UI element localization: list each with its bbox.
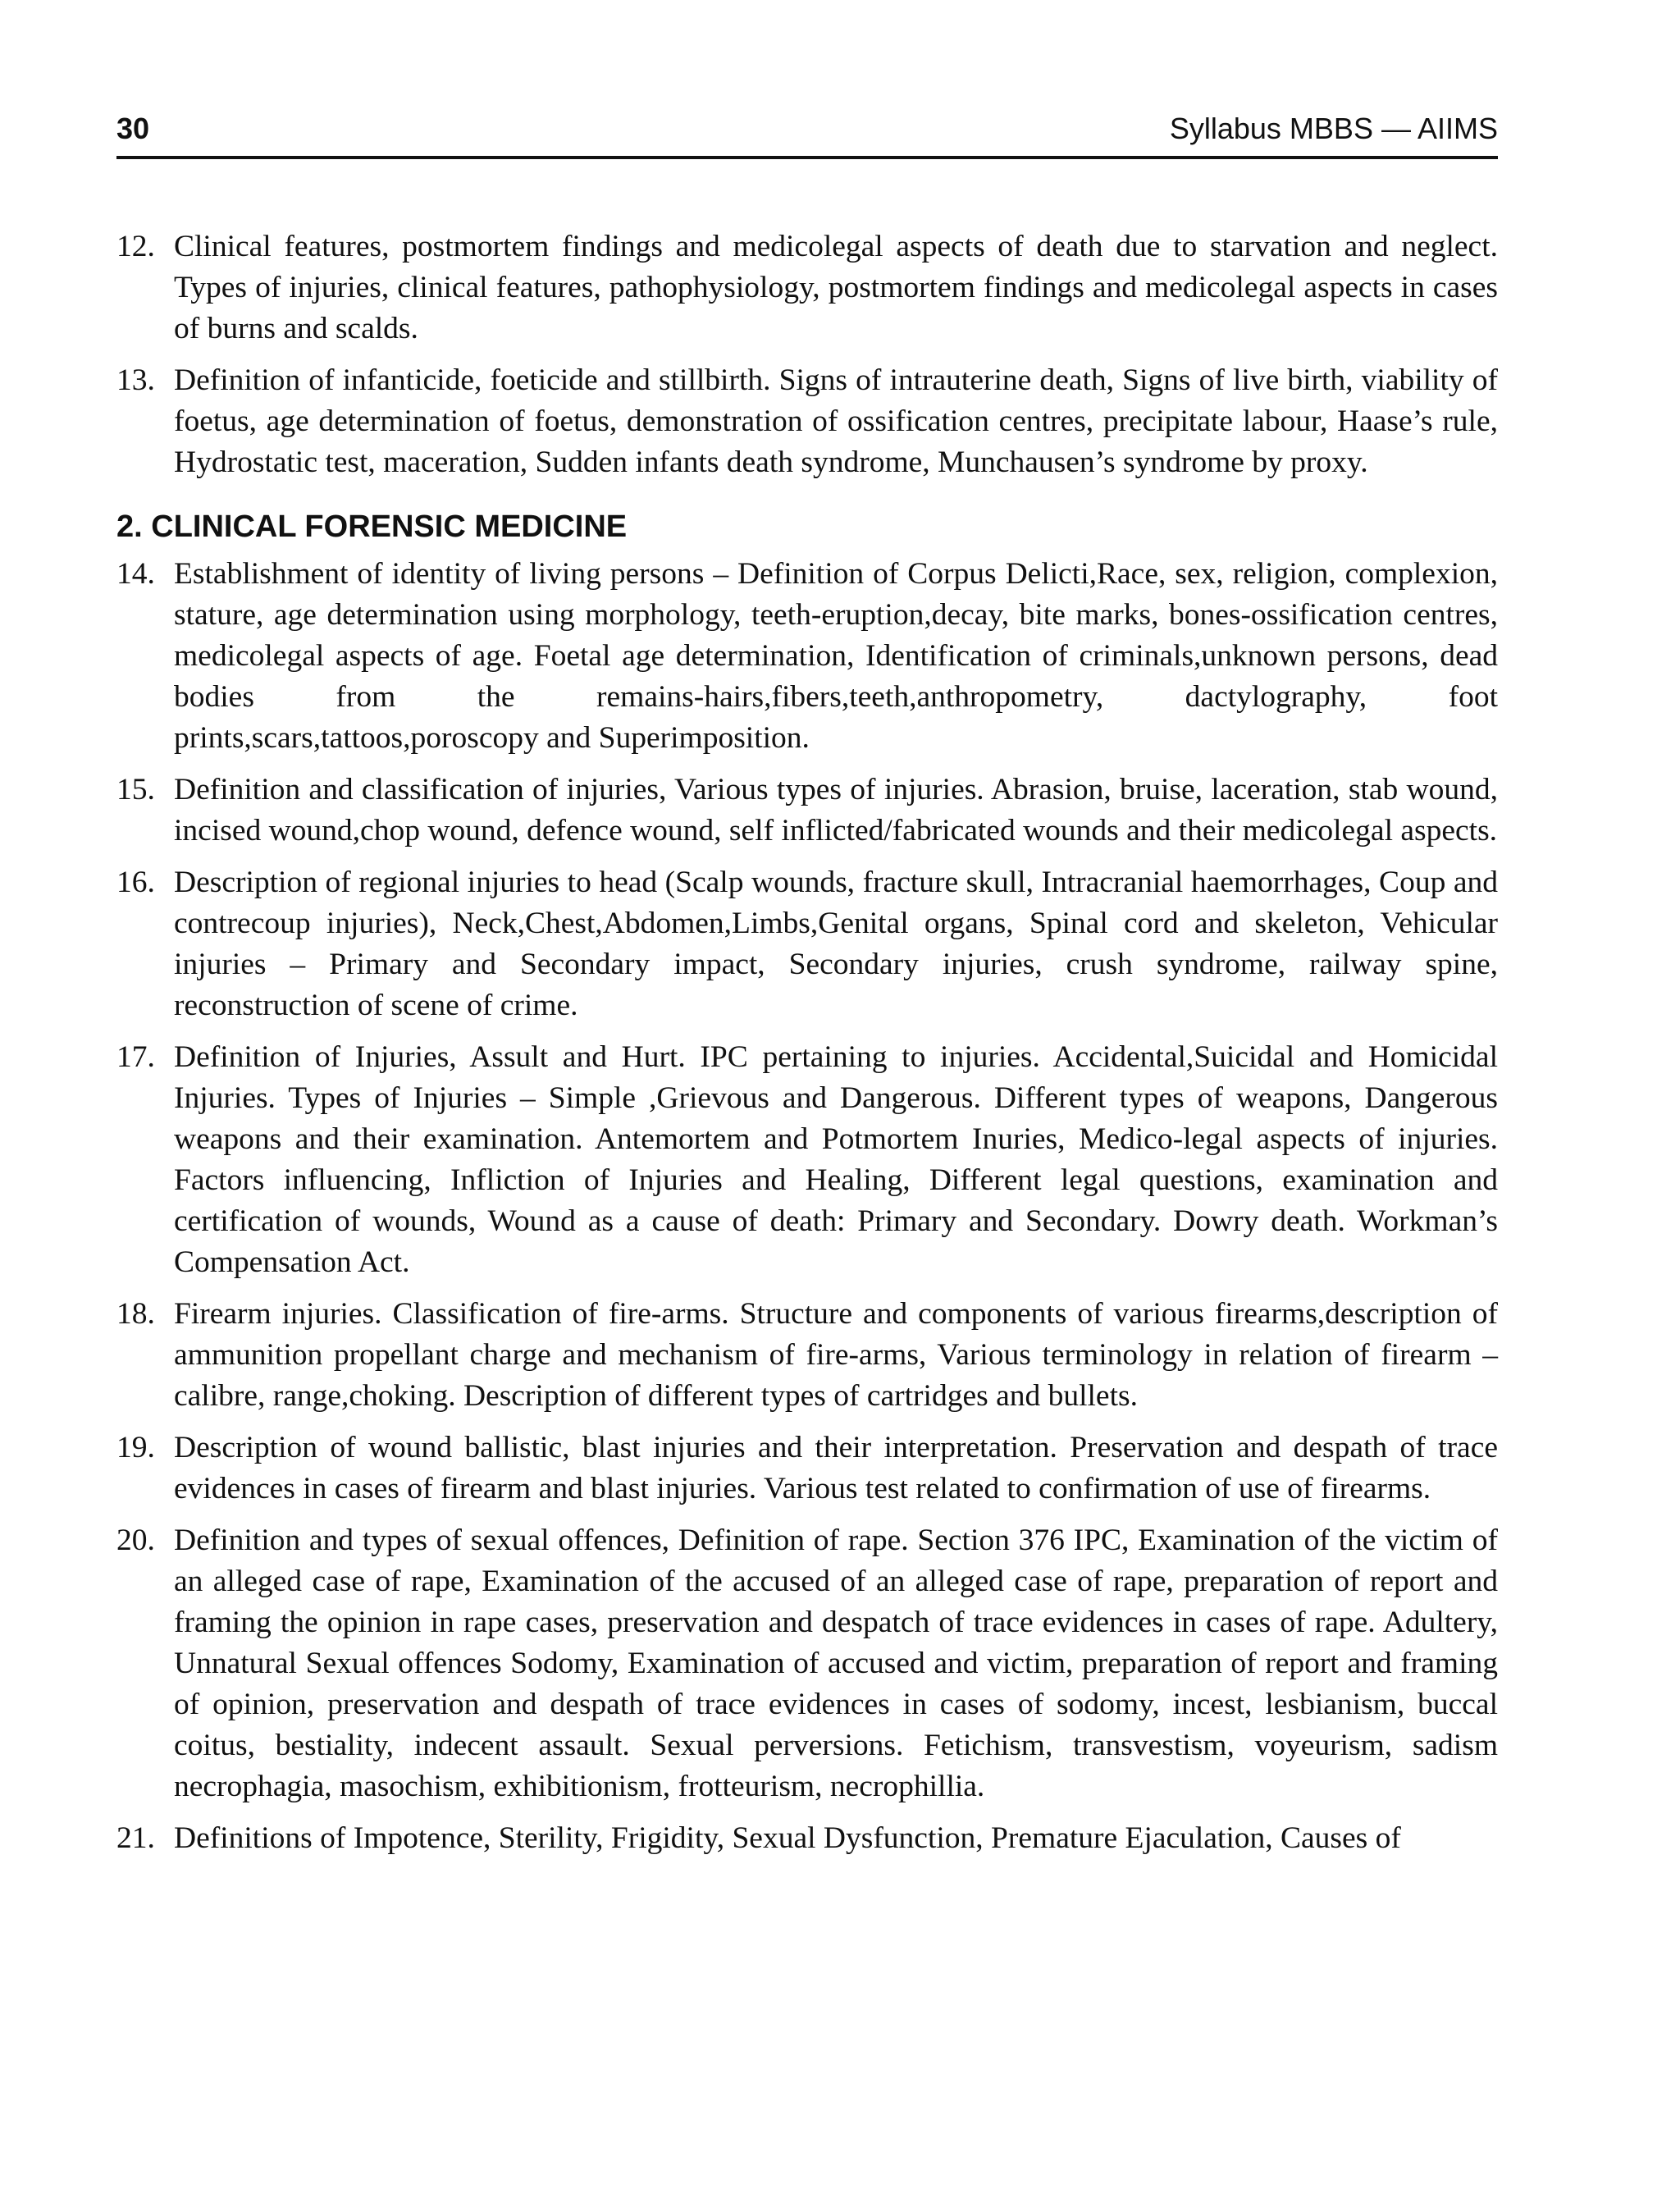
list-item [116, 1037, 1498, 1283]
item-number: 14. [116, 557, 155, 591]
list-item [116, 360, 1498, 483]
item-text: Description of wound ballistic, blast injuries and their interpretation. Preservation and despath of trace evidences in cases of firearm and blast injuries. Various test related to confirmation of use of firearms. [174, 1431, 1498, 1505]
list-item [116, 1520, 1498, 1807]
item-text: Definition of infanticide, foeticide and stillbirth. Signs of intrauterine death, Signs of live birth, viability of foetus, age determination of foetus, demonstration of ossification centres, precipitate labour, Haase’s rule, Hydrostatic test, maceration, Sudden infants death syndrome, Munchausen’s syndrome by proxy. [174, 363, 1498, 479]
page-number: 30 [116, 112, 150, 145]
page-header [116, 108, 1498, 159]
item-number: 17. [116, 1040, 155, 1074]
running-title: Syllabus MBBS — AIIMS [1169, 112, 1498, 145]
item-number: 18. [116, 1297, 155, 1331]
item-text: Clinical features, postmortem findings and medicolegal aspects of death due to starvation and neglect. Types of injuries, clinical features, pathophysiology, postmortem findings and medicolegal aspects in cases of burns and scalds. [174, 230, 1498, 345]
item-text: Definition and classification of injuries, Various types of injuries. Abrasion, bruise, laceration, stab wound, incised wound,chop wound, defence wound, self inflicted/fabricated wounds and their medicolegal aspects. [174, 773, 1498, 847]
item-number: 13. [116, 363, 155, 397]
item-text: Definition and types of sexual offences, Definition of rape. Section 376 IPC, Examination of the victim of an alleged case of rape, Examination of the accused of an alleged case of rape, preparation of report and framing the opinion in rape cases, preservation and despatch of trace evidences in cases of rape. Adultery, Unnatural Sexual offences Sodomy, Examination of accused and victim, preparation of report and framing of opinion, preservation and despath of trace evidences in cases of sodomy, incest, lesbianism, buccal coitus, bestiality, indecent assault. Sexual perversions. Fetichism, transvestism, voyeurism, sadism necrophagia, masochism, exhibitionism, frotteurism, necrophillia. [174, 1524, 1498, 1803]
list-item [116, 770, 1498, 852]
item-number: 20. [116, 1524, 155, 1557]
item-text: Definition of Injuries, Assult and Hurt. IPC pertaining to injuries. Accidental,Suicidal and Homicidal Injuries. Types of Injuries – Simple ,Grievous and Dangerous. Different types of weapons, Dangerous weapons and their examination. Antemortem and Potmortem Inuries, Medico-legal aspects of injuries. Factors influencing, Infliction of Injuries and Healing, Different legal questions, examination and certification of wounds, Wound as a cause of death: Primary and Secondary. Dowry death. Workman’s Compensation Act. [174, 1040, 1498, 1279]
item-number: 12. [116, 230, 155, 263]
item-number: 19. [116, 1431, 155, 1464]
list-item [116, 554, 1498, 759]
list-item [116, 862, 1498, 1026]
list-item [116, 226, 1498, 349]
page-content [116, 226, 1498, 1870]
item-number: 21. [116, 1821, 155, 1855]
item-text: Firearm injuries. Classification of fire-arms. Structure and components of various firearms,description of ammunition propellant charge and mechanism of fire-arms, Various terminology in relation of firearm – calibre, range,choking. Description of different types of cartridges and bullets. [174, 1297, 1498, 1413]
section-heading: 2. CLINICAL FORENSIC MEDICINE [116, 509, 628, 544]
list-item [116, 1818, 1498, 1859]
list-item [116, 1294, 1498, 1417]
item-number: 16. [116, 866, 155, 899]
item-text: Definitions of Impotence, Sterility, Frigidity, Sexual Dysfunction, Premature Ejaculation, Causes of [174, 1821, 1401, 1855]
list-item [116, 1428, 1498, 1510]
item-text: Establishment of identity of living persons – Definition of Corpus Delicti,Race, sex, religion, complexion, stature, age determination using morphology, teeth-eruption,decay, bite marks, bones-ossification centres, medicolegal aspects of age. Foetal age determination, Identification of criminals,unknown persons, dead bodies from the remains-hairs,fibers,teeth,anthropometry, dactylography, foot prints,scars,tattoos,poroscopy and Superimposition. [174, 557, 1498, 755]
item-text: Description of regional injuries to head (Scalp wounds, fracture skull, Intracranial haemorrhages, Coup and contrecoup injuries), Neck,Chest,Abdomen,Limbs,Genital organs, Spinal cord and skeleton, Vehicular injuries – Primary and Secondary impact, Secondary injuries, crush syndrome, railway spine, reconstruction of scene of crime. [174, 866, 1498, 1022]
item-number: 15. [116, 773, 155, 806]
